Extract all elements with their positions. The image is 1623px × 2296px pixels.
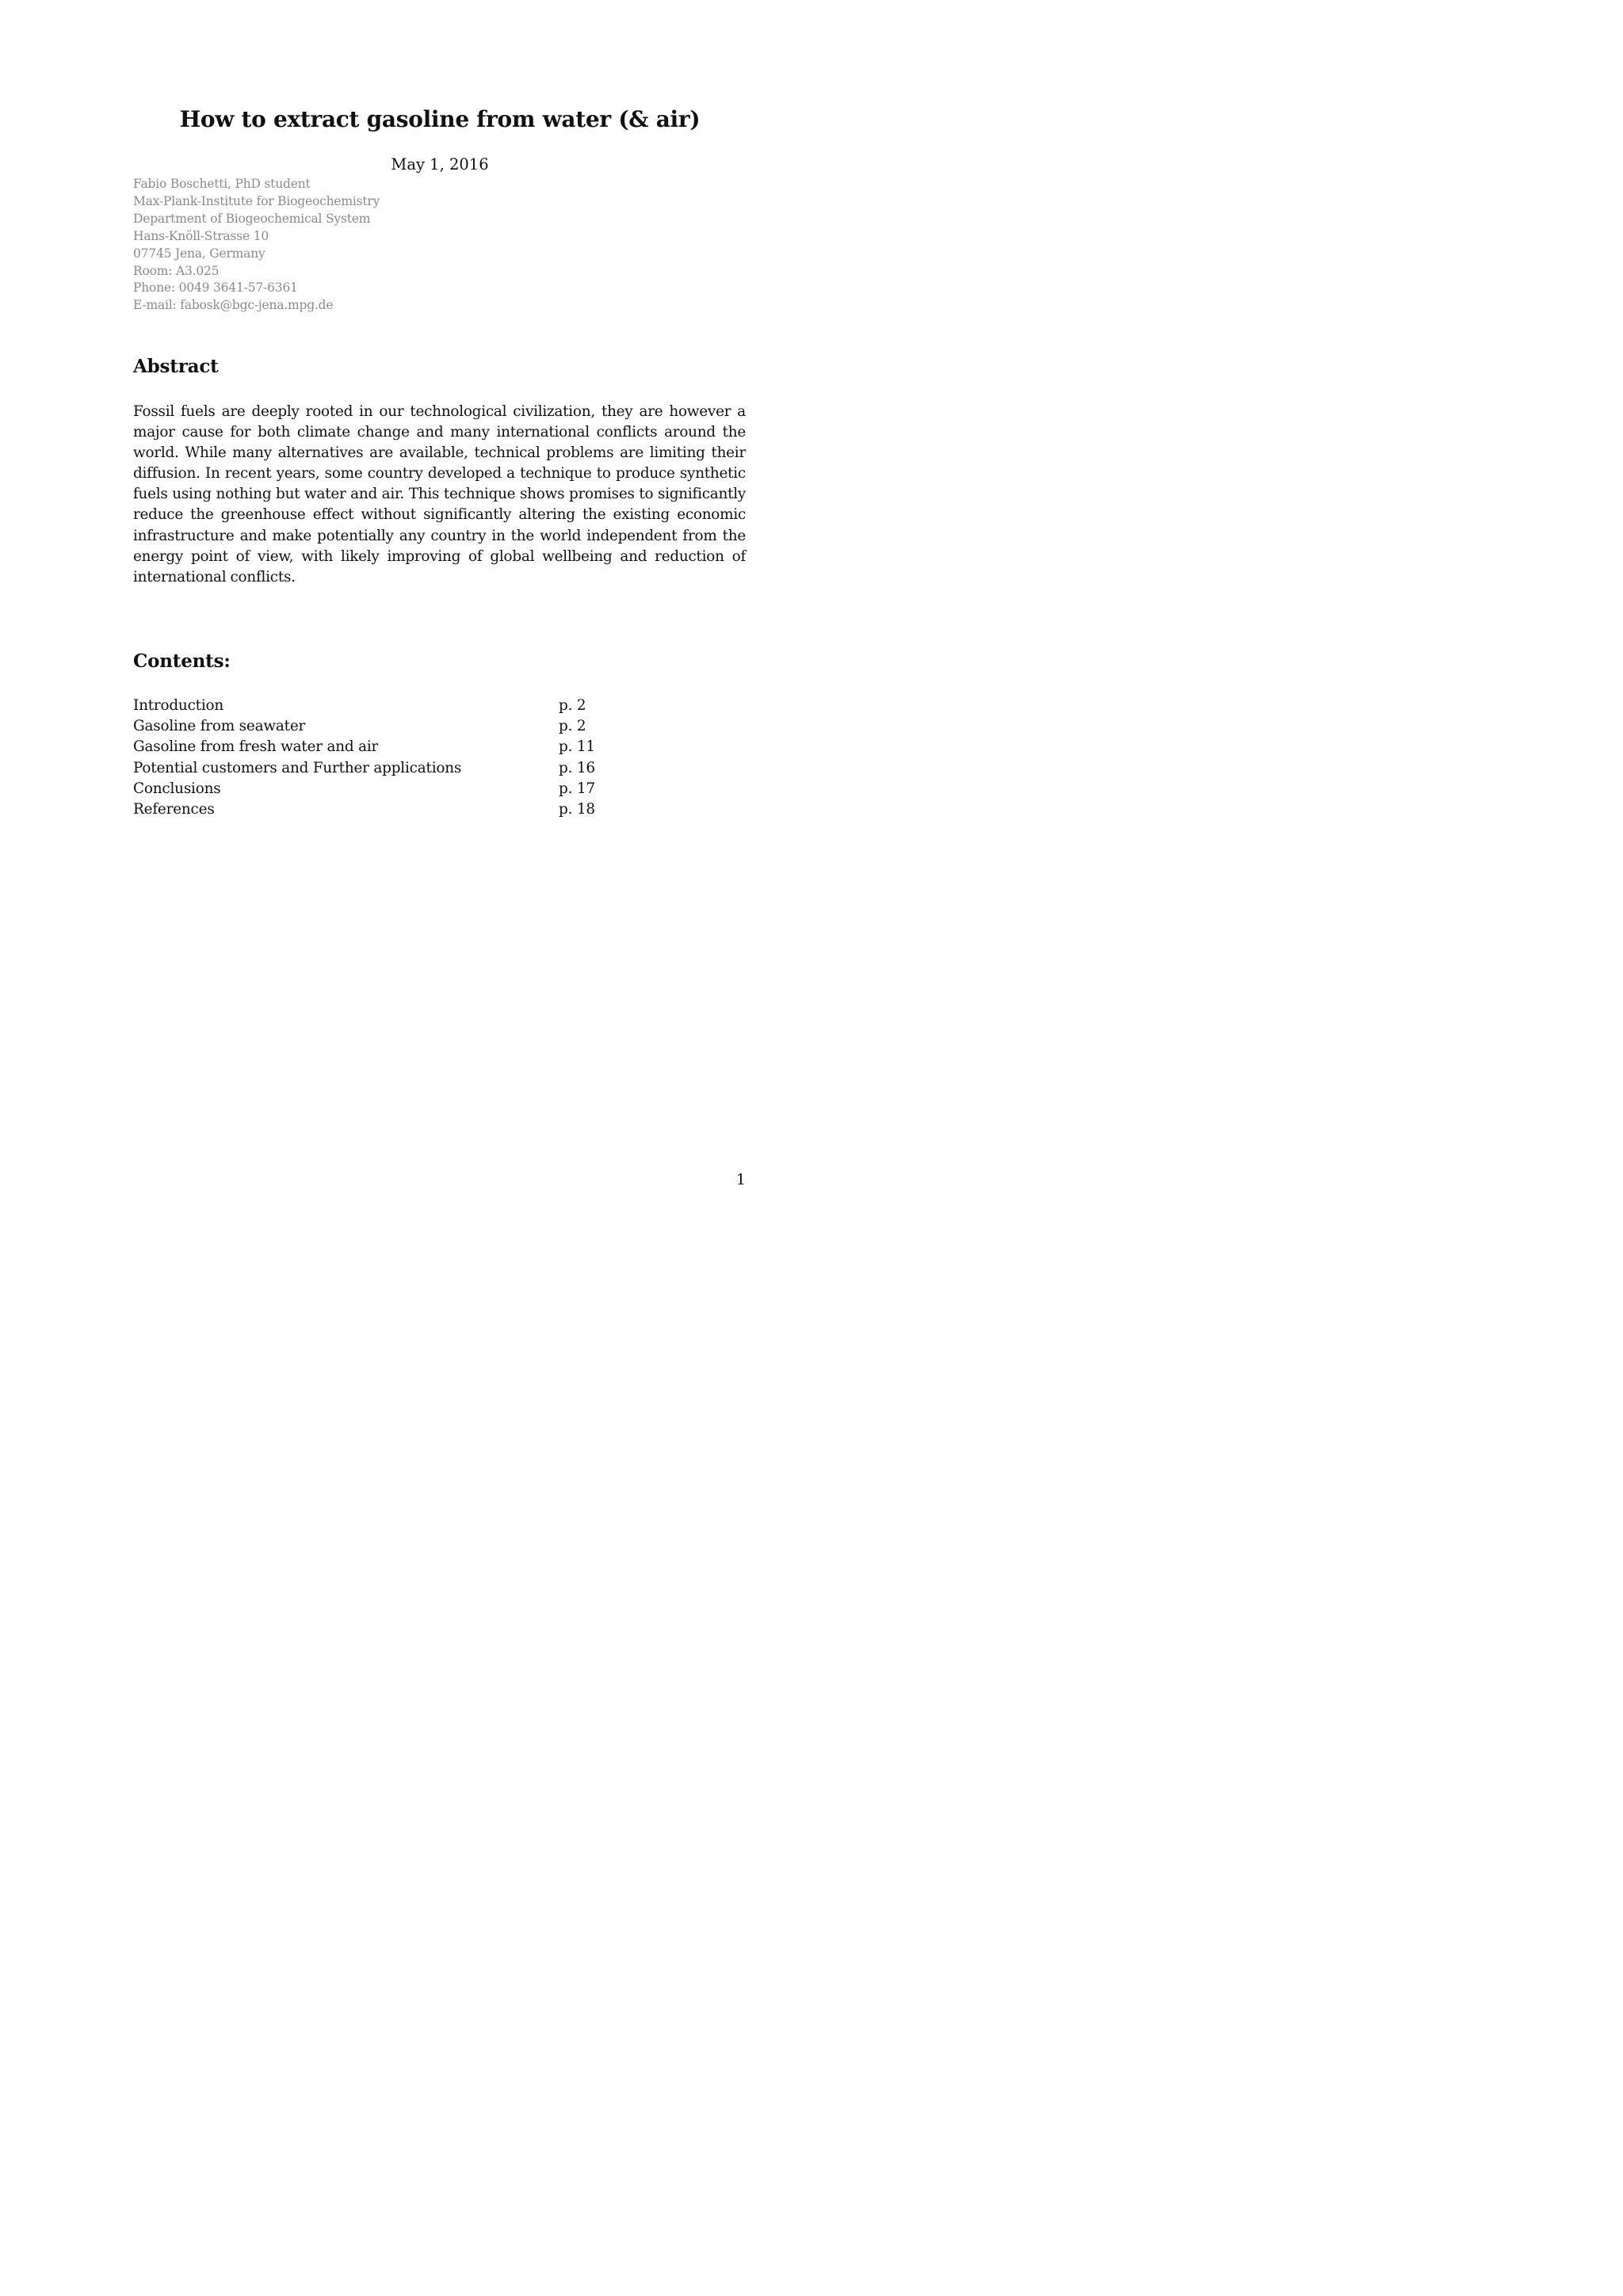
toc-entry-label: Conclusions [133, 780, 221, 797]
toc-entry-page: p. 17 [559, 780, 595, 797]
toc-entry [133, 758, 624, 779]
author-phone-line: Phone: 0049 3641-57-6361 [133, 280, 298, 296]
document-title: How to extract gasoline from water (& air) [179, 106, 701, 132]
toc-entry [133, 737, 624, 757]
author-institute-line: Max-Plank-Institute for Biogeochemistry [133, 193, 380, 208]
toc-entry-label: Introduction [133, 697, 224, 714]
author-block [133, 176, 380, 315]
toc-entry-page: p. 2 [559, 718, 586, 735]
author-department-line: Department of Biogeochemical System [133, 211, 371, 226]
toc-entry-label: Potential customers and Further applications [133, 759, 462, 776]
abstract-heading: Abstract [133, 356, 219, 377]
document-date: May 1, 2016 [391, 155, 489, 174]
contents-heading: Contents: [133, 650, 231, 672]
toc-entry-page: p. 11 [559, 738, 595, 756]
author-city-line: 07745 Jena, Germany [133, 246, 265, 261]
toc-entry-label: Gasoline from fresh water and air [133, 738, 379, 756]
author-name-line: Fabio Boschetti, PhD student [133, 177, 311, 191]
toc-entry [133, 716, 624, 737]
document-page [0, 0, 872, 1233]
toc-entry [133, 696, 624, 716]
toc-entry-page: p. 2 [559, 697, 586, 714]
author-room-line: Room: A3.025 [133, 263, 220, 278]
page-number: 1 [735, 1171, 746, 1188]
toc-entry [133, 779, 624, 799]
table-of-contents [133, 696, 624, 820]
toc-entry-page: p. 18 [559, 800, 595, 818]
toc-entry-label: References [133, 800, 215, 818]
abstract-text: Fossil fuels are deeply rooted in our technological civilization, they are however a major cause for both climate change and many international conflicts around the world. While many alternatives are available, technical problems are limiting their diffusion. In recent years, some country developed a technique to produce synthetic fuels using nothing but water and air. This technique shows promises to significantly reduce the greenhouse effect without significantly altering the existing economic infrastructure and make potentially any country in the world independent from the energy point of view, with likely improving of global wellbeing and reduction of international conflicts. [133, 403, 746, 585]
toc-entry [133, 799, 624, 820]
toc-entry-page: p. 16 [559, 759, 595, 776]
toc-entry-label: Gasoline from seawater [133, 718, 306, 735]
author-email-line: E-mail: fabosk@bgc-jena.mpg.de [133, 298, 334, 313]
author-street-line: Hans-Knöll-Strasse 10 [133, 228, 269, 243]
